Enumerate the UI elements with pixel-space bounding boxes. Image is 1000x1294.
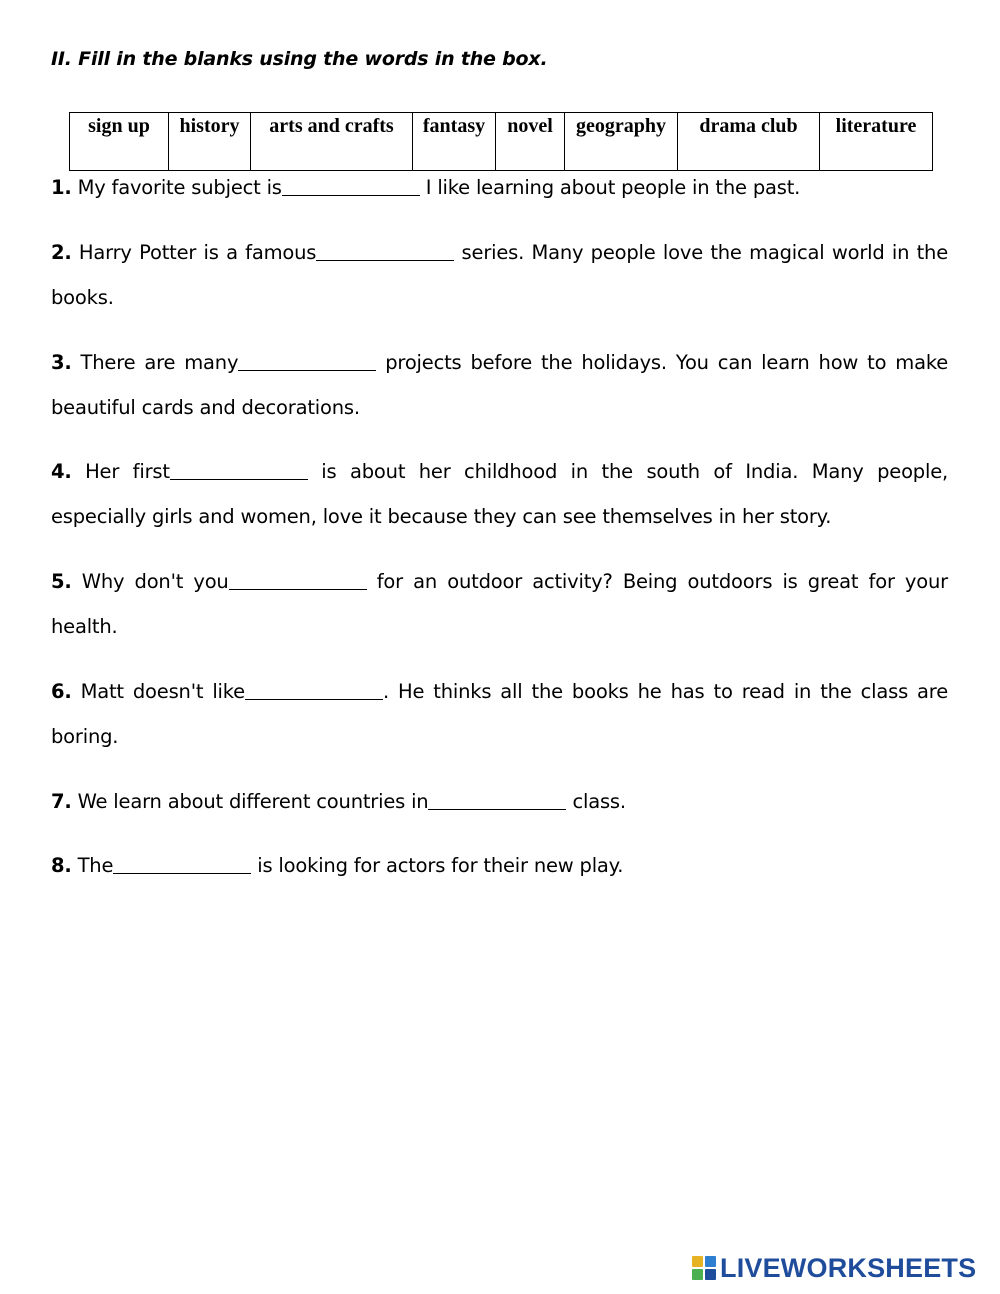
question-text: class. bbox=[566, 790, 626, 813]
question-number: 7. bbox=[51, 790, 72, 813]
question-text: My favorite subject is bbox=[71, 176, 282, 199]
word-box-word: geography bbox=[565, 113, 678, 171]
word-box-word: novel bbox=[496, 113, 565, 171]
logo-text: LIVEWORKSHEETS bbox=[720, 1252, 977, 1283]
liveworksheets-logo-icon bbox=[692, 1256, 716, 1280]
word-box-word: literature bbox=[820, 113, 933, 171]
question-number: 1. bbox=[51, 176, 72, 199]
word-box-word: arts and crafts bbox=[251, 113, 413, 171]
question-text: projects before the holidays. You can learn how to make beautiful cards and decorations. bbox=[51, 351, 949, 419]
question-text: The bbox=[71, 854, 114, 877]
question-text: I like learning about people in the past. bbox=[419, 176, 801, 199]
question-item bbox=[51, 843, 948, 888]
question-text: is about her childhood in the south of India. Many people, especially girls and women, love it because they can see themselves in her story. bbox=[51, 460, 948, 528]
question-item bbox=[51, 230, 948, 320]
question-text: is looking for actors for their new play. bbox=[251, 854, 624, 877]
question-item bbox=[51, 449, 948, 539]
answer-blank[interactable] bbox=[238, 350, 376, 371]
answer-blank[interactable] bbox=[316, 240, 454, 261]
question-number: 8. bbox=[51, 854, 72, 877]
question-item bbox=[51, 779, 948, 824]
question-text: There are many bbox=[71, 351, 239, 374]
question-text: Harry Potter is a famous bbox=[71, 241, 317, 264]
question-text: We learn about different countries in bbox=[71, 790, 429, 813]
question-text: series. Many people love the magical world in the books. bbox=[51, 241, 948, 309]
question-item bbox=[51, 165, 948, 210]
word-box-word: fantasy bbox=[413, 113, 496, 171]
answer-blank[interactable] bbox=[113, 853, 251, 874]
question-text: for an outdoor activity? Being outdoors is great for your health. bbox=[51, 570, 948, 638]
answer-blank[interactable] bbox=[170, 459, 308, 480]
answer-blank[interactable] bbox=[282, 175, 420, 196]
question-text: Her first bbox=[71, 460, 170, 483]
question-text: . He thinks all the books he has to read in the class are boring. bbox=[51, 680, 948, 748]
worksheet-heading: II. Fill in the blanks using the words in the box. bbox=[51, 48, 548, 70]
word-box-word: drama club bbox=[678, 113, 820, 171]
question-item bbox=[51, 559, 948, 649]
question-number: 5. bbox=[51, 570, 72, 593]
question-text: Why don't you bbox=[71, 570, 229, 593]
answer-blank[interactable] bbox=[245, 679, 383, 700]
question-item bbox=[51, 669, 948, 759]
answer-blank[interactable] bbox=[229, 569, 367, 590]
question-text: Matt doesn't like bbox=[71, 680, 245, 703]
word-box-word: history bbox=[169, 113, 251, 171]
question-number: 4. bbox=[51, 460, 72, 483]
answer-blank[interactable] bbox=[428, 789, 566, 810]
question-number: 6. bbox=[51, 680, 72, 703]
liveworksheets-logo[interactable] bbox=[692, 1251, 976, 1285]
question-number: 2. bbox=[51, 241, 72, 264]
word-box bbox=[69, 112, 933, 171]
question-number: 3. bbox=[51, 351, 72, 374]
question-item bbox=[51, 340, 948, 430]
word-box-word: sign up bbox=[70, 113, 169, 171]
